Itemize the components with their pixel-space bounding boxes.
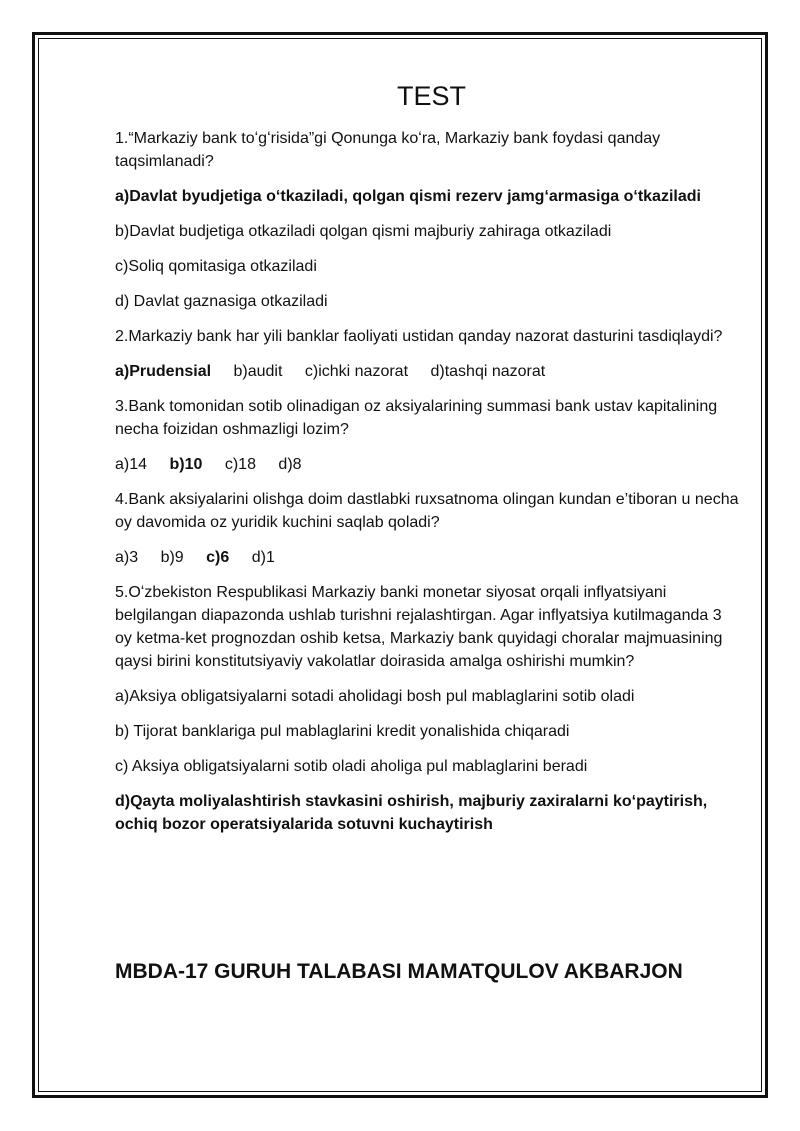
- question-3-option-c: c)18: [224, 456, 256, 473]
- question-4-option-c: c)6: [206, 549, 230, 566]
- question-1: [115, 127, 740, 313]
- question-1-text: 1.“Markaziy bank toʻgʻrisida”gi Qonunga koʻra, Markaziy bank foydasi qanday taqsimlanadi?: [115, 130, 661, 170]
- question-3-option-a: a)14: [115, 456, 148, 473]
- question-3-options: [115, 453, 740, 476]
- question-2-text: 2.Markaziy bank har yili banklar faoliyati ustidan qanday nazorat dasturini tasdiqlaydi?: [115, 328, 723, 345]
- question-4-option-d: d)1: [251, 549, 275, 566]
- question-2-option-c: c)ichki nazorat: [304, 363, 409, 380]
- question-1-option-c: c)Soliq qomitasiga otkaziladi: [115, 258, 317, 275]
- question-1-option-d: d) Davlat gaznasiga otkaziladi: [115, 293, 328, 310]
- question-2-options: [115, 360, 740, 383]
- page-title: TEST: [396, 81, 466, 111]
- question-2-option-d: d)tashqi nazorat: [430, 363, 546, 380]
- question-4-options: [115, 546, 740, 569]
- question-5-option-c: c) Aksiya obligatsiyalarni sotib oladi aholiga pul mablaglarini beradi: [115, 758, 588, 775]
- question-2: [115, 325, 740, 383]
- question-3: [115, 395, 740, 476]
- question-4: [115, 488, 740, 569]
- question-2-option-a: a)Prudensial: [115, 363, 212, 380]
- question-5-text: 5.Oʻzbekiston Respublikasi Markaziy banki monetar siyosat orqali inflyatsiyani belgilangan diapazonda ushlab turishni rejalashtirgan. Agar inflyatsiya kutilmaganda 3 oy ketma-ket prognozdan oshib ketsa, Markaziy bank quyidagi choralar majmuasining qaysi birini konstitutsiyaviy vakolatlar doirasida amalga oshirishi mumkin?: [115, 584, 723, 670]
- question-3-option-d: d)8: [278, 456, 302, 473]
- question-4-text: 4.Bank aksiyalarini olishga doim dastlabki ruxsatnoma olingan kundan e’tiboran u necha oy davomida oz yuridik kuchini saqlab qoladi?: [115, 491, 739, 531]
- question-5: [115, 581, 740, 836]
- question-2-option-b: b)audit: [233, 363, 283, 380]
- question-5-option-b: b) Tijorat banklariga pul mablaglarini kredit yonalishida chiqaradi: [115, 723, 570, 740]
- question-1-option-b: b)Davlat budjetiga otkaziladi qolgan qismi majburiy zahiraga otkaziladi: [115, 223, 612, 240]
- question-3-text: 3.Bank tomonidan sotib olinadigan oz aksiyalarining summasi bank ustav kapitalining necha foizidan oshmazligi lozim?: [115, 398, 718, 438]
- question-4-option-b: b)9: [160, 549, 184, 566]
- question-1-option-a: a)Davlat byudjetiga oʻtkaziladi, qolgan qismi rezerv jamgʻarmasiga oʻtkaziladi: [115, 188, 701, 205]
- question-3-option-b: b)10: [169, 456, 203, 473]
- question-5-option-a: a)Aksiya obligatsiyalarni sotadi aholidagi bosh pul mablaglarini sotib oladi: [115, 688, 635, 705]
- question-5-option-d: d)Qayta moliyalashtirish stavkasini oshirish, majburiy zaxiralarni koʻpaytirish, ochiq bozor operatsiyalarida sotuvni kuchaytirish: [115, 793, 708, 833]
- test-content: [115, 80, 740, 848]
- student-signature-line: MBDA-17 GURUH TALABASI MAMATQULOV AKBARJON: [115, 960, 683, 983]
- question-4-option-a: a)3: [115, 549, 139, 566]
